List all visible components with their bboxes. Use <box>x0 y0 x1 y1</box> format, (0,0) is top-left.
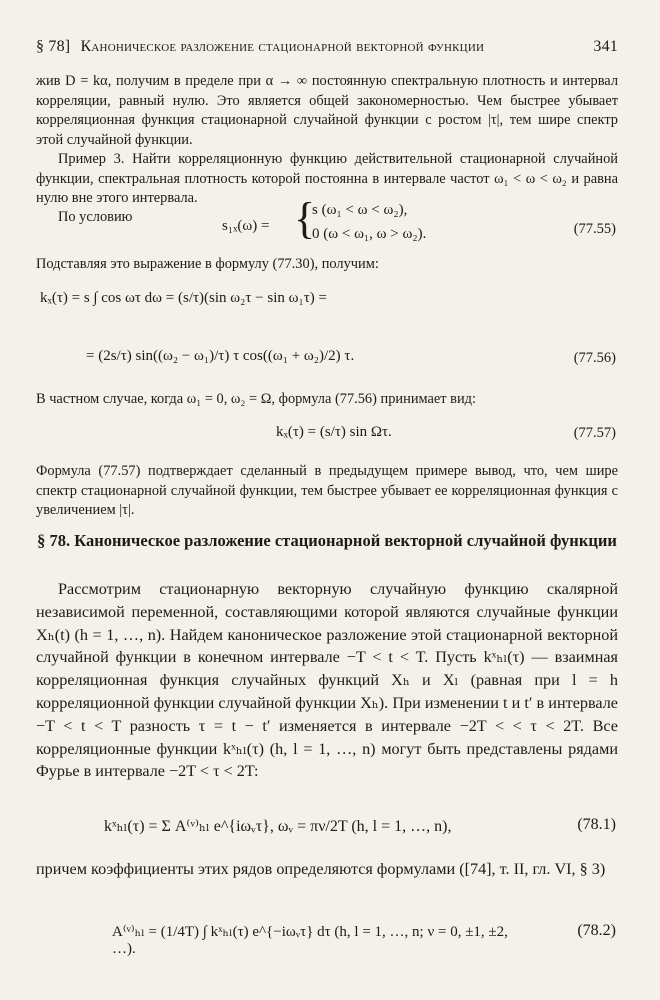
running-header <box>36 38 618 56</box>
eq-77-56-line-2: = (2s/τ) sin((ω₂ − ω₁)/τ) τ cos((ω₁ + ω₂)/2) τ. <box>86 348 355 364</box>
eq-77-55-case-2: 0 (ω < ω₁, ω > ω₂). <box>312 226 427 242</box>
equation-77-57: kₓ(τ) = (s/τ) sin Ωτ. <box>276 424 392 440</box>
eq-77-57-number: (77.57) <box>573 425 616 441</box>
equation-78-2: A⁽ᵛ⁾ₕₗ = (1/4T) ∫ kˣₕₗ(τ) e^{−iωᵥτ} dτ (h, l = 1, …, n; ν = 0, ±1, ±2, …). <box>112 924 508 957</box>
example-3-paragraph: Пример 3. Найти корреляционную функцию действительной стационарной случайной функции, спектральная плотность которой постоянна в интервале частот ω₁ < ω < ω₂ и равна нулю вне этого интервала. <box>36 151 618 206</box>
paragraph-section-78: Рассмотрим стационарную векторную случайную функцию скалярной независимой переменной, составляющими которой являются случайные функции Xₕ(t) (h = 1, …, n). Найдем каноническое разложение этой стационарной векторной случайной функции в конечном интервале −T < t < T. Пусть kˣₕₗ(τ) — взаимная корреляционная функция случайных функций Xₕ и Xₗ (равная при l = h корреляционной функции случайной функции Xₕ). При изменении t и t′ в интервале −T < t < T разность τ = t − t′ изменяется в интервале −2T < < τ < 2T. Все корреляционные функции kˣₕₗ(τ) (h, l = 1, …, n) могут быть представлены рядами Фурье в интервале −2T < τ < 2T: <box>36 580 618 781</box>
paragraph-1: жив D = kα, получим в пределе при α → ∞ постоянную спектральную плотность и интервал корреляции, равный нулю. Это является общей закономерностью. Чем быстрее убывает корреляционная функция стационарной случайной функции с ростом |τ|, тем шире спектр этой случайной функции. <box>36 73 618 148</box>
condition-text: По условию <box>58 209 133 225</box>
brace-icon: { <box>294 194 316 243</box>
eq-77-56-number: (77.56) <box>573 350 616 366</box>
header-title: Каноническое разложение стационарной векторной функции <box>80 38 485 55</box>
eq-77-55-lhs: s₁ₓ(ω) = <box>222 218 270 234</box>
section-78-title: § 78. Каноническое разложение стационарной векторной случайной функции <box>37 531 617 550</box>
equation-78-1: kˣₕₗ(τ) = Σ A⁽ᵛ⁾ₕₗ e^{iωᵥτ}, ωᵥ = πν/2T (h, l = 1, …, n), <box>104 818 452 835</box>
paragraph-conclusion: Формула (77.57) подтверждает сделанный в предыдущем примере вывод, что, чем шире спектр стационарной случайной функции, тем быстрее убывает ее корреляционная функция с увеличением |τ|. <box>36 463 618 518</box>
eq-77-56-line-1: kₓ(τ) = s ∫ cos ωτ dω = (s/τ)(sin ω₂τ − sin ω₁τ) = <box>40 290 327 306</box>
eq-77-55-case-1: s (ω₁ < ω < ω₂), <box>312 202 408 218</box>
eq-78-2-number: (78.2) <box>577 922 616 939</box>
paragraph-coefficients: причем коэффициенты этих рядов определяются формулами ([74], т. II, гл. VI, § 3) <box>36 860 606 878</box>
special-case-text: В частном случае, когда ω₁ = 0, ω₂ = Ω, формула (77.56) принимает вид: <box>36 391 477 407</box>
header-section: § 78] <box>36 38 71 55</box>
eq-77-55-number: (77.55) <box>573 221 616 237</box>
page-number: 341 <box>593 38 618 55</box>
substitution-text: Подставляя это выражение в формулу (77.30), получим: <box>36 256 379 272</box>
eq-78-1-number: (78.1) <box>577 816 616 833</box>
